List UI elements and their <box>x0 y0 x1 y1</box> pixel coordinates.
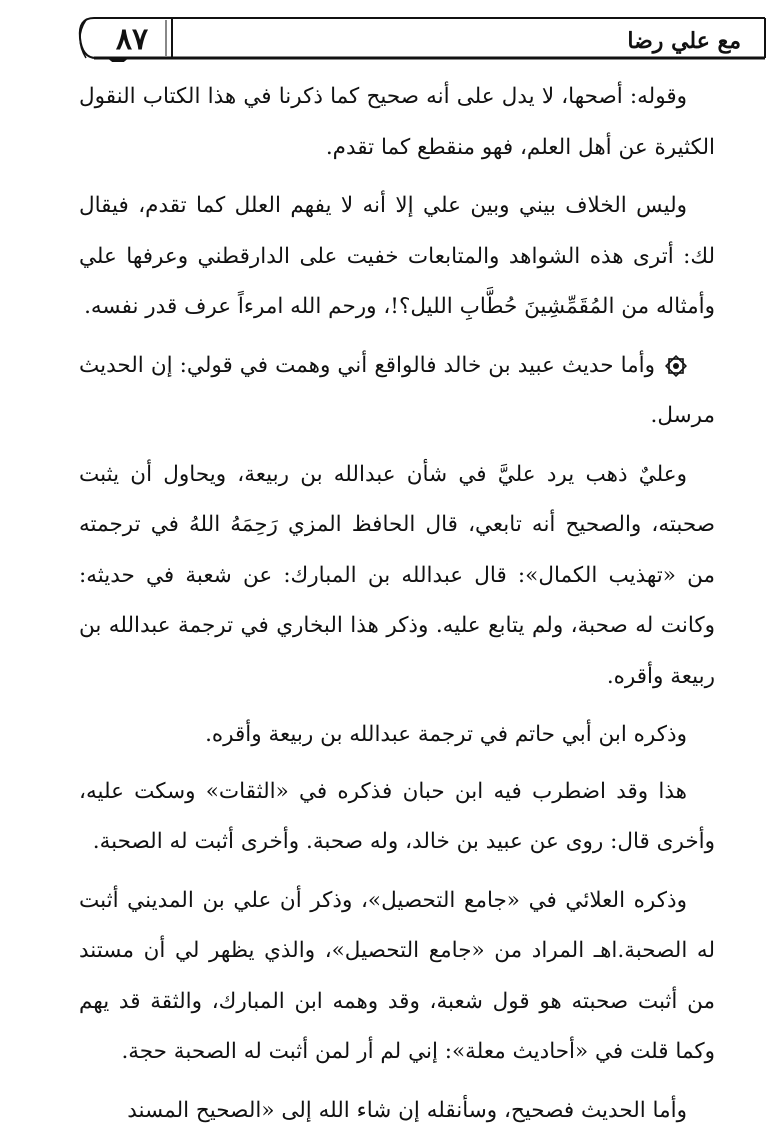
page-header <box>72 14 767 62</box>
paragraph: وعليٌ ذهب يرد عليَّ في شأن عبدالله بن ربيعة، ويحاول أن يثبت صحبته، والصحيح أنه تابعي، قال الحافظ المزي رَحِمَهُ اللهُ في ترجمته من «تهذيب الكمال»: قال عبدالله بن المبارك: عن شعبة في حديثه: وكانت له صحبة، ولم يتابع عليه. وذكر هذا البخاري في ترجمة عبدالله بن ربيعة وأقره. <box>79 461 715 689</box>
paragraph: وليس الخلاف بيني وبين علي إلا أنه لا يفهم العلل كما تقدم، فيقال لك: أترى هذه الشواهد والمتابعات خفيت على الدارقطني وعرفها علي وأمثاله من المُقَمِّشِينَ حُطَّابِ الليل؟!، ورحم الله امرءاً عرف قدر نفسه. <box>79 193 715 319</box>
paragraph: وقوله: أصحها، لا يدل على أنه صحيح كما ذكرنا في هذا الكتاب النقول الكثيرة عن أهل العلم، فهو منقطع كما تقدم. <box>79 84 715 160</box>
paragraph: وذكره العلائي في «جامع التحصيل»، وذكر أن علي بن المديني أثبت له الصحبة.اهـ المراد من «جامع التحصيل»، والذي يظهر لي أن مستند من أثبت صحبته هو قول شعبة، وقد وهمه ابن المبارك، والثقة قد يهم وكما قلت في «أحاديث معلة»: إني لم أر لمن أثبت له الصحبة حجة. <box>79 887 715 1064</box>
section-paragraph <box>79 341 715 442</box>
paragraph: وذكره ابن أبي حاتم في ترجمة عبدالله بن ربيعة وأقره. <box>205 722 687 747</box>
paragraph: هذا وقد اضطرب فيه ابن حبان فذكره في «الثقات» وسكت عليه، وأخرى قال: روى عن عبيد بن خالد، وله صحبة. وأخرى أثبت له الصحبة. <box>79 778 715 854</box>
main-text <box>79 72 715 1144</box>
page-number: ٨٧ <box>115 22 149 57</box>
running-title: مع علي رضا <box>627 28 741 54</box>
paragraph: وأما الحديث فصحيح، وسأنقله إن شاء الله إلى «الصحيح المسند <box>127 1097 687 1123</box>
octagram-ornament-icon <box>665 355 687 377</box>
paragraph-text: وأما حديث عبيد بن خالد فالواقع أني وهمت في قولي: إن الحديث مرسل. <box>79 352 715 428</box>
